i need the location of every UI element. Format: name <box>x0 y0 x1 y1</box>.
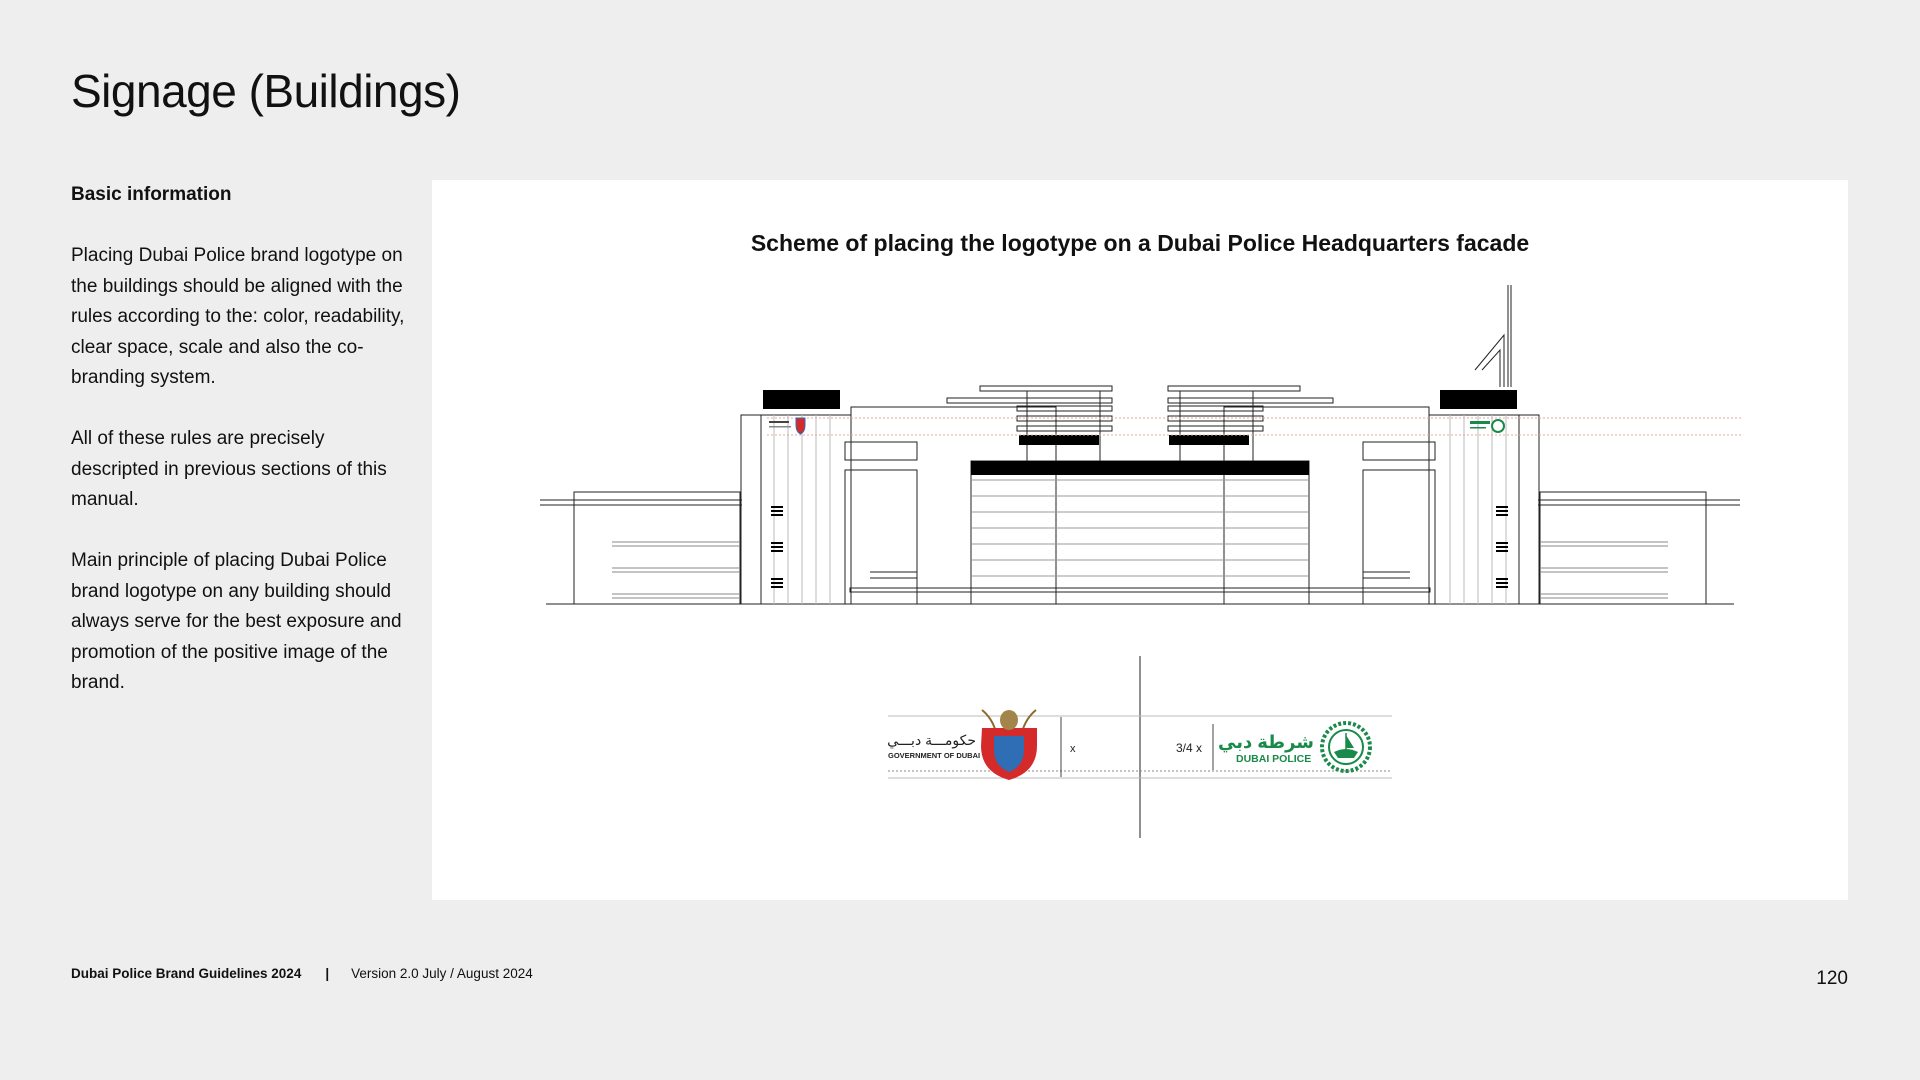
entrance-block <box>971 461 1309 604</box>
measure-x-label: x <box>1070 743 1076 755</box>
police-emblem-icon <box>1322 723 1370 771</box>
roof-box-right <box>1440 390 1517 409</box>
roof-box-left <box>763 390 840 409</box>
scheme-title: Scheme of placing the logotype on a Dubai Police Headquarters facade <box>750 230 1530 256</box>
right-wing <box>1540 492 1706 604</box>
sidebar-paragraph-1: Placing Dubai Police brand logotype on the buildings should be aligned with the rules according to the: color, readability, clear space, scale and also the co-branding system. <box>71 245 405 388</box>
building-police-logo <box>1470 420 1504 432</box>
right-tower <box>1429 415 1539 604</box>
police-logo-arabic: شرطة دبي <box>1218 732 1314 752</box>
page-number: 120 <box>1816 968 1848 989</box>
sidebar-heading: Basic information <box>71 184 232 205</box>
police-logo-english: DUBAI POLICE <box>1236 753 1312 765</box>
dubai-crest-icon <box>981 710 1037 780</box>
sidebar-info <box>71 180 416 729</box>
footer <box>71 966 533 981</box>
entrance-lintel <box>971 461 1309 475</box>
left-wing <box>574 492 740 604</box>
sidebar-paragraph-2: All of these rules are precisely descripted in previous sections of this manual. <box>71 428 387 510</box>
footer-version: Version 2.0 July / August 2024 <box>351 966 533 981</box>
sidebar-paragraph-3: Main principle of placing Dubai Police brand logotype on any building should always serve for the best exposure and promotion of the positive image of the brand. <box>71 550 402 693</box>
measure-three-quarter-label: 3/4 x <box>1176 741 1203 755</box>
gov-logo-arabic: حكومـــة دبـــي <box>887 732 976 748</box>
facade-drawing <box>432 180 1848 900</box>
scheme-panel <box>432 180 1848 900</box>
left-tower <box>741 415 851 604</box>
footer-separator: | <box>325 966 330 981</box>
gov-logo-english: GOVERNMENT OF DUBAI <box>888 751 981 760</box>
logo-spacing-diagram <box>887 656 1392 838</box>
page-title: Signage (Buildings) <box>71 65 461 117</box>
footer-brand: Dubai Police Brand Guidelines 2024 <box>71 966 302 981</box>
